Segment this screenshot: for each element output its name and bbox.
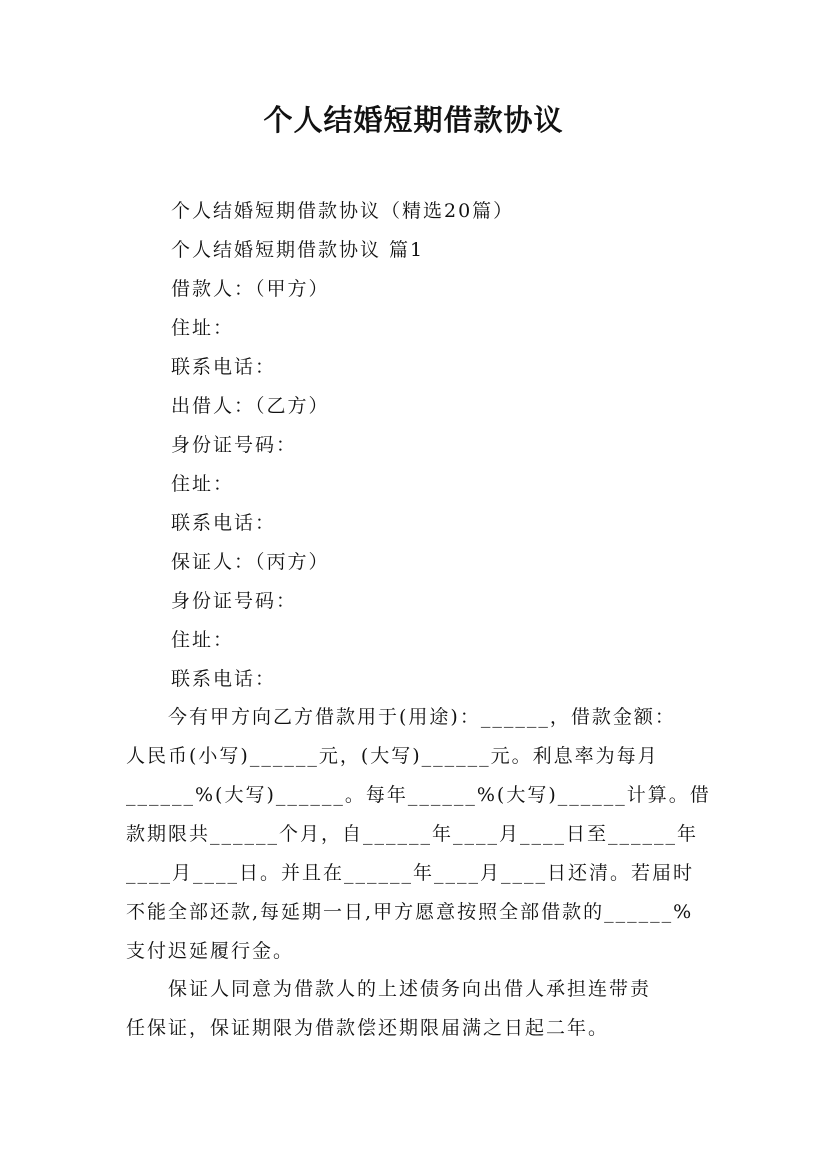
doc-subtitle: 个人结婚短期借款协议（精选20篇） [171, 200, 515, 222]
loan-terms-paragraph [126, 698, 720, 971]
guarantor-phone-label: 联系电话： [171, 668, 277, 690]
guarantor-address-label: 住址： [171, 629, 235, 651]
guarantor-id-label: 身份证号码： [171, 590, 298, 612]
header-lines [171, 192, 731, 699]
lender-id-label: 身份证号码： [171, 434, 298, 456]
paragraph-line: ______%(大写)______。每年______%(大写)______计算。借 [126, 784, 711, 806]
paragraph-line: 今有甲方向乙方借款用于(用途)：______，借款金额： [126, 706, 676, 728]
lender-address-label: 住址： [171, 473, 235, 495]
paragraph-line: 任保证，保证期限为借款偿还期限届满之日起二年。 [126, 1017, 610, 1039]
document-title: 个人结婚短期借款协议 [263, 103, 564, 137]
section-heading: 个人结婚短期借款协议 篇1 [171, 239, 425, 261]
paragraph-line: 支付迟延履行金。 [126, 940, 295, 962]
paragraph-line: 不能全部还款,每延期一日,甲方愿意按照全部借款的______% [126, 901, 694, 923]
paragraph-line: 款期限共______个月，自______年____月____日至______年 [126, 823, 699, 845]
borrower-phone-label: 联系电话： [171, 356, 277, 378]
paragraph-line: ____月____日。并且在______年____月____日还清。若届时 [126, 862, 695, 884]
borrower-address-label: 住址： [171, 317, 235, 339]
guarantee-paragraph [126, 970, 720, 1048]
lender-phone-label: 联系电话： [171, 512, 277, 534]
paragraph-line: 人民币(小写)______元，(大写)______元。利息率为每月 [126, 745, 659, 767]
borrower-label: 借款人：（甲方） [171, 278, 330, 300]
paragraph-line: 保证人同意为借款人的上述债务向出借人承担连带责 [126, 978, 652, 1000]
guarantor-label: 保证人：（丙方） [171, 551, 330, 573]
lender-label: 出借人：（乙方） [171, 395, 330, 417]
